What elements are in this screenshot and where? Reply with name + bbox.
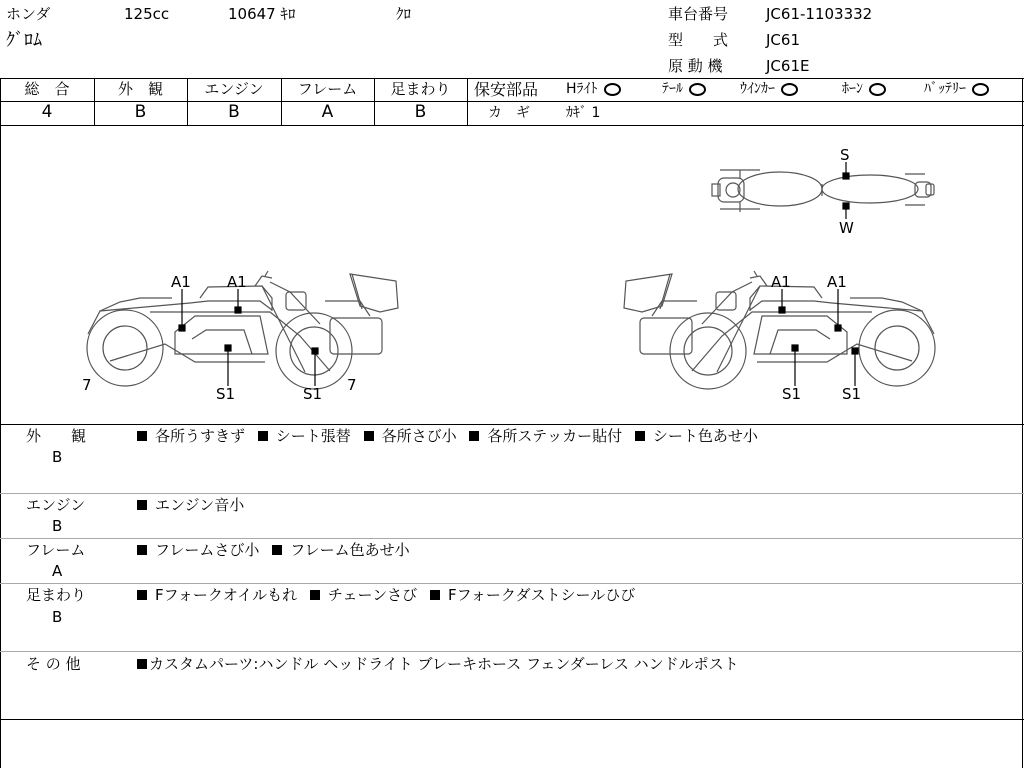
ok-circle-icon	[689, 83, 706, 96]
grade-total-value: 4	[41, 102, 53, 122]
remark-item: 各所さび小	[381, 427, 457, 445]
remarks-divider	[0, 583, 1024, 584]
right-mark-a1-2: A1	[827, 273, 847, 291]
remark-item: シート色あせ小	[652, 427, 758, 445]
bullet-square-icon	[137, 659, 147, 669]
remarks-divider	[0, 493, 1024, 494]
remark-exterior-grade: B	[52, 448, 63, 466]
remark-suspension-items	[137, 588, 643, 603]
remark-suspension-grade: B	[52, 608, 63, 626]
right-mark-s1-2: S1	[842, 385, 862, 403]
bullet-square-icon	[430, 590, 440, 600]
remark-other-label: そ の 他	[26, 655, 81, 673]
grade-total-label: 総 合	[24, 80, 70, 98]
remark-item: Fフォークオイルもれ	[155, 586, 298, 604]
remark-frame-grade: A	[52, 562, 63, 580]
safety-battery	[924, 82, 989, 96]
remark-engine-label: エンジン	[26, 496, 86, 514]
type-value: JC61	[766, 31, 800, 49]
remark-item: Fフォークダストシールひび	[447, 586, 636, 604]
grade-suspension-value: B	[414, 102, 427, 122]
grade-exterior-label: 外 観	[117, 80, 163, 98]
safety-tail	[662, 82, 706, 96]
safety-horn	[842, 82, 886, 96]
grade-suspension-label: 足まわり	[390, 80, 451, 98]
grade-table-top	[0, 78, 1024, 79]
type-label: 型 式	[668, 31, 729, 49]
safety-horn-label: ﾎｰﾝ	[842, 81, 863, 97]
left-mark-7-rear: 7	[82, 376, 92, 394]
displacement: 125cc	[124, 5, 170, 23]
ok-circle-icon	[781, 83, 798, 96]
engine-label: 原 動 機	[668, 57, 723, 75]
grade-engine-value: B	[228, 102, 240, 122]
remark-item: フレームさび小	[155, 541, 260, 559]
grade-frame-label: フレーム	[297, 80, 358, 98]
key-value: ｶｷﾞ 1	[566, 105, 601, 121]
remark-other-items	[137, 657, 739, 672]
remark-engine-items	[137, 498, 252, 513]
remarks-divider	[0, 538, 1024, 539]
remark-frame-items	[137, 543, 418, 558]
bullet-square-icon	[469, 431, 479, 441]
left-mark-s1-2: S1	[303, 385, 323, 403]
mileage: 10647 ｷﾛ	[228, 5, 296, 23]
model-name: ｸﾞﾛﾑ	[6, 30, 42, 51]
ok-circle-icon	[869, 83, 886, 96]
safety-winker	[740, 82, 798, 96]
right-mark-a1-1: A1	[771, 273, 791, 291]
top-view-motorcycle-icon	[712, 170, 934, 212]
remark-item: 各所ステッカー貼付	[487, 427, 623, 445]
bullet-square-icon	[310, 590, 320, 600]
safety-winker-label: ｳｲﾝｶｰ	[740, 81, 775, 97]
ok-circle-icon	[972, 83, 989, 96]
top-mark-s: S	[840, 146, 850, 164]
ok-circle-icon	[604, 83, 621, 96]
grade-frame-value: A	[321, 102, 334, 122]
right-mark-s1-1: S1	[782, 385, 802, 403]
safety-headlight	[566, 82, 621, 96]
remark-engine-grade: B	[52, 517, 63, 535]
bullet-square-icon	[258, 431, 268, 441]
bullet-square-icon	[137, 545, 147, 555]
engine-value: JC61E	[766, 57, 810, 75]
remarks-top	[0, 424, 1024, 425]
key-label: カ ギ	[488, 105, 530, 121]
chassis-label: 車台番号	[668, 5, 729, 23]
remarks-divider	[0, 651, 1024, 652]
left-mark-a1-2: A1	[227, 273, 247, 291]
top-mark-w: W	[839, 219, 854, 237]
chassis-number: JC61-1103332	[766, 5, 873, 23]
bullet-square-icon	[137, 500, 147, 510]
safety-tail-label: ﾃｰﾙ	[662, 81, 683, 97]
bullet-square-icon	[635, 431, 645, 441]
remark-exterior-items	[137, 429, 766, 444]
remark-suspension-label: 足まわり	[26, 586, 87, 604]
grade-col-6	[467, 78, 468, 125]
safety-headlight-label: Hﾗｲﾄ	[566, 81, 598, 97]
remark-item: カスタムパーツ:ハンドル ヘッドライト ブレーキホース フェンダーレス ハンドルポスト	[149, 655, 739, 673]
remarks-bottom	[0, 719, 1024, 720]
left-mark-s1-1: S1	[216, 385, 236, 403]
bullet-square-icon	[272, 545, 282, 555]
safety-battery-label: ﾊﾞｯﾃﾘｰ	[924, 81, 966, 97]
damage-diagram	[0, 126, 1024, 424]
remark-item: チェーンさび	[327, 586, 418, 604]
left-mark-a1-1: A1	[171, 273, 191, 291]
color: ｸﾛ	[396, 5, 412, 23]
remark-item: 各所うすきず	[155, 427, 246, 445]
grade-exterior-value: B	[134, 102, 147, 122]
remark-item: シート張替	[275, 427, 351, 445]
bullet-square-icon	[137, 431, 147, 441]
bullet-square-icon	[364, 431, 374, 441]
maker: ホンダ	[6, 5, 51, 23]
remark-exterior-label: 外 観	[26, 427, 87, 445]
remark-item: フレーム色あせ小	[290, 541, 410, 559]
remark-item: エンジン音小	[155, 496, 245, 514]
safety-label: 保安部品	[474, 80, 539, 99]
grade-engine-label: エンジン	[204, 80, 264, 98]
bullet-square-icon	[137, 590, 147, 600]
left-mark-7-front: 7	[347, 376, 357, 394]
key-row-top	[468, 101, 1024, 102]
remark-frame-label: フレーム	[26, 541, 86, 559]
